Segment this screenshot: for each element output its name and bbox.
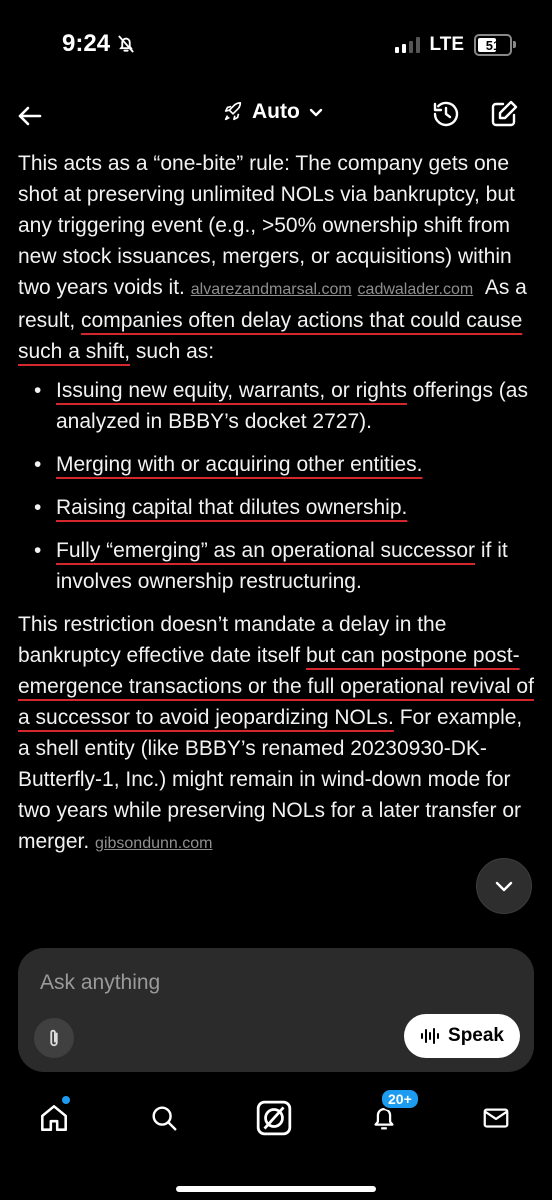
message-composer [18, 948, 534, 1072]
battery-level: 51 [485, 37, 501, 53]
ask-input[interactable] [38, 964, 502, 1002]
home-icon [37, 1101, 71, 1135]
list-item [18, 449, 538, 480]
chat-header [0, 92, 552, 140]
status-bar [0, 0, 552, 90]
compose-icon[interactable] [488, 98, 520, 130]
model-mode-label: Auto [252, 100, 300, 123]
model-mode-selector[interactable] [222, 100, 324, 124]
highlighted-text: Issuing new equity, warrants, or rights [56, 379, 407, 402]
list-item [18, 535, 538, 597]
list-item-text: if it involves ownership restructuring. [56, 539, 508, 593]
paragraph-text: This acts as a “one-bite” rule: The company gets one shot at preserving unlimited NOLs via bankruptcy, but any triggering event (e.g., >50% ownership shift from new stock issuances, mergers, or acquisitions) within two years voids it. [18, 152, 515, 299]
rocket-icon [222, 101, 244, 123]
highlighted-text: companies often delay actions that could cause such a shift, [18, 309, 523, 363]
list-item-text: offerings (as analyzed in BBBY’s docket 2727). [56, 379, 528, 433]
notifications-badge: 20+ [380, 1088, 420, 1110]
paragraph-text: As a result, [18, 276, 527, 332]
back-arrow-icon[interactable] [14, 100, 46, 132]
battery-icon [474, 34, 512, 56]
paragraph-text: For example, a shell entity (like BBBY’s renamed 20230930-DK-Butterfly-1, Inc.) might remain in wind-down mode for two years while preserving NOLs for a later transfer or merger. [18, 706, 523, 853]
status-time-group [62, 30, 136, 58]
network-label: LTE [429, 34, 464, 55]
paragraph-text: such as: [135, 340, 215, 363]
history-icon[interactable] [430, 98, 462, 130]
tab-search[interactable] [144, 1098, 184, 1138]
list-item [18, 375, 538, 437]
highlighted-text: Raising capital that dilutes ownership. [56, 496, 408, 519]
scroll-down-button[interactable] [476, 858, 532, 914]
home-indicator [176, 1186, 376, 1192]
source-link[interactable]: alvarezandmarsal.com [190, 281, 352, 298]
answer-content [18, 148, 538, 938]
highlighted-text: Fully “emerging” as an operational successor [56, 539, 476, 562]
highlighted-text: but can postpone post-emergence transactions or the full operational revival of a successor to avoid jeopardizing NOLs. [18, 644, 534, 729]
grok-icon [255, 1099, 293, 1137]
status-right [395, 34, 512, 56]
list-item [18, 492, 538, 523]
paragraph-text: This restriction doesn’t mandate a delay in the bankruptcy effective date itself [18, 613, 447, 667]
search-icon [149, 1103, 179, 1133]
answer-paragraph-2 [18, 609, 538, 859]
speak-button[interactable] [404, 1014, 520, 1058]
paperclip-icon [44, 1027, 64, 1049]
attach-button[interactable] [34, 1018, 74, 1058]
speak-label: Speak [448, 1025, 504, 1046]
bullet-list [18, 375, 538, 597]
highlighted-text: Merging with or acquiring other entities. [56, 453, 423, 476]
tab-messages[interactable] [476, 1098, 516, 1138]
voice-waveform-icon [420, 1026, 440, 1046]
source-link[interactable]: cadwalader.com [357, 281, 474, 298]
bell-slash-icon [116, 34, 136, 54]
tab-home[interactable] [34, 1098, 74, 1138]
chevron-down-icon [308, 104, 324, 120]
mail-icon [481, 1103, 511, 1133]
home-unread-dot [62, 1096, 70, 1104]
bottom-tab-bar [0, 1090, 552, 1150]
status-time: 9:24 [62, 30, 111, 57]
chevron-down-icon [492, 874, 516, 898]
signal-icon [395, 37, 420, 53]
answer-paragraph-1 [18, 148, 538, 367]
tab-grok[interactable] [254, 1098, 294, 1138]
source-link[interactable]: gibsondunn.com [95, 835, 213, 852]
content-fade [0, 890, 552, 940]
